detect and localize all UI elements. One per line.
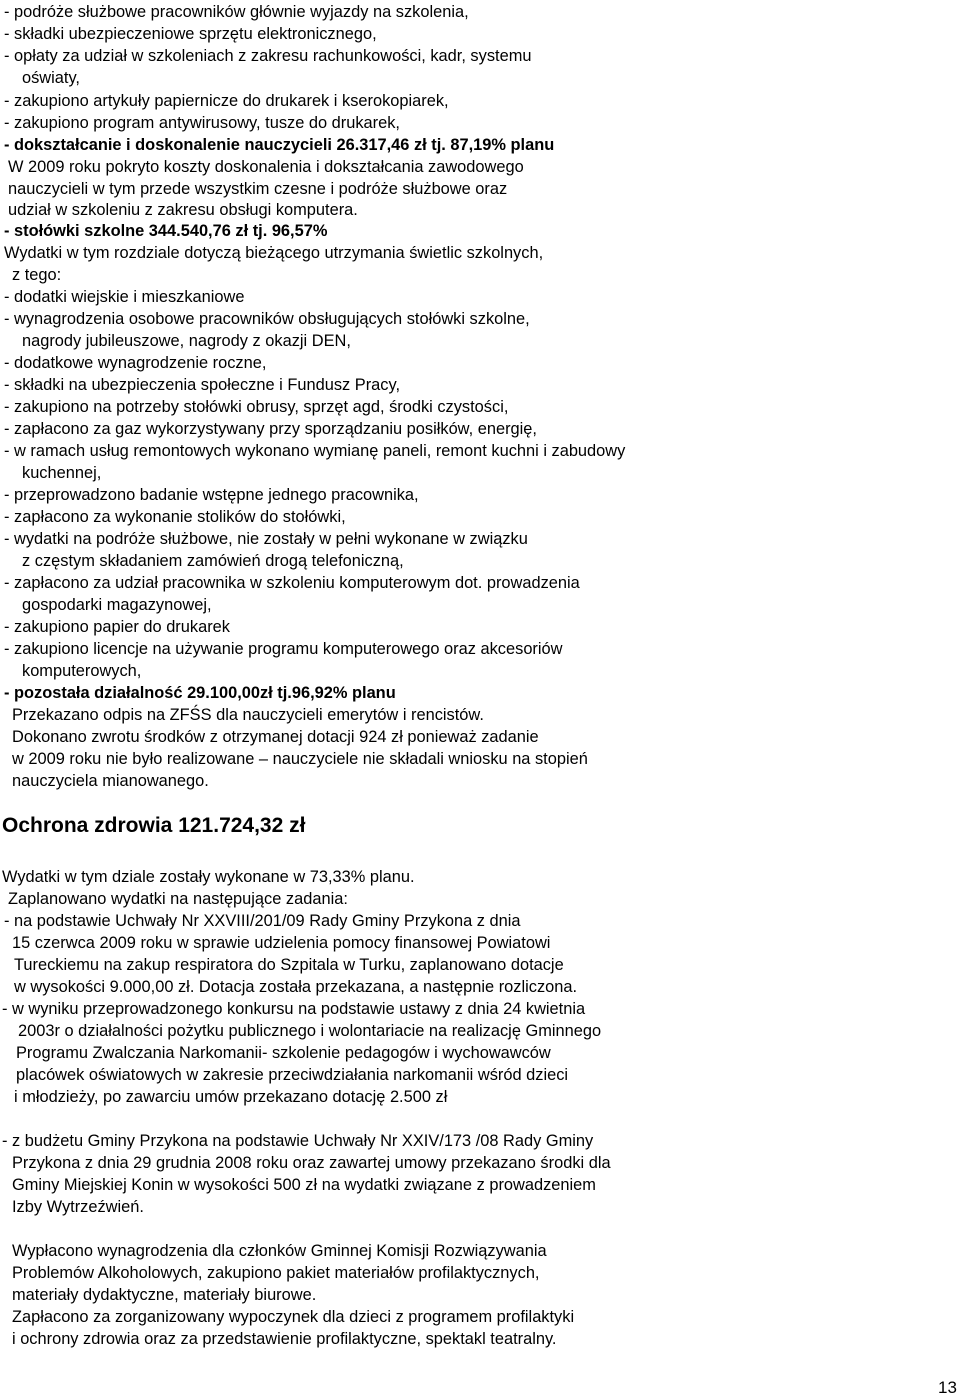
text-line: - zapłacono za udział pracownika w szkoleniu komputerowym dot. prowadzenia: [4, 574, 580, 592]
text-line: - z budżetu Gminy Przykona na podstawie Uchwały Nr XXIV/173 /08 Rady Gminy: [2, 1132, 594, 1150]
text-line: oświaty,: [22, 69, 80, 87]
text-line: Izby Wytrzeźwień.: [12, 1198, 144, 1216]
text-line: kuchennej,: [22, 464, 102, 482]
section-heading-pozostała-działalność: - pozostała działalność 29.100,00zł tj.96,92% planu: [4, 684, 396, 702]
text-line: z częstym składaniem zamówień drogą telefoniczną,: [22, 552, 404, 570]
text-line: - podróże służbowe pracowników głównie wyjazdy na szkolenia,: [4, 3, 469, 21]
text-line: Problemów Alkoholowych, zakupiono pakiet materiałów profilaktycznych,: [12, 1264, 540, 1282]
text-line: - zakupiono licencje na używanie programu komputerowego oraz akcesoriów: [4, 640, 563, 658]
text-line: - zapłacono za gaz wykorzystywany przy sporządzaniu posiłków, energię,: [4, 420, 537, 438]
text-line: W 2009 roku pokryto koszty doskonalenia i dokształcania zawodowego: [8, 158, 524, 176]
text-line: Wydatki w tym rozdziale dotyczą bieżącego utrzymania świetlic szkolnych,: [4, 244, 544, 262]
text-line: Gminy Miejskiej Konin w wysokości 500 zł na wydatki związane z prowadzeniem: [12, 1176, 596, 1194]
text-line: - zapłacono za wykonanie stolików do stołówki,: [4, 508, 346, 526]
text-line: - przeprowadzono badanie wstępne jednego pracownika,: [4, 486, 419, 504]
text-line: nauczyciela mianowanego.: [12, 772, 209, 790]
text-line: - składki na ubezpieczenia społeczne i Fundusz Pracy,: [4, 376, 401, 394]
text-line: - w wyniku przeprowadzonego konkursu na podstawie ustawy z dnia 24 kwietnia: [2, 1000, 586, 1018]
text-line: Tureckiemu na zakup respiratora do Szpitala w Turku, zaplanowano dotacje: [14, 956, 564, 974]
text-line: Zaplanowano wydatki na następujące zadania:: [8, 890, 348, 908]
text-line: w 2009 roku nie było realizowane – nauczyciele nie składali wniosku na stopień: [12, 750, 588, 768]
text-line: Dokonano zwrotu środków z otrzymanej dotacji 924 zł ponieważ zadanie: [12, 728, 539, 746]
text-line: - dodatki wiejskie i mieszkaniowe: [4, 288, 245, 306]
text-line: - opłaty za udział w szkoleniach z zakresu rachunkowości, kadr, systemu: [4, 47, 532, 65]
text-line: nagrody jubileuszowe, nagrody z okazji DEN,: [22, 332, 351, 350]
text-line: - zakupiono program antywirusowy, tusze do drukarek,: [4, 114, 400, 132]
text-line: udział w szkoleniu z zakresu obsługi komputera.: [8, 201, 358, 219]
text-line: Przykona z dnia 29 grudnia 2008 roku oraz zawartej umowy przekazano środki dla: [12, 1154, 611, 1172]
text-line: i ochrony zdrowia oraz za przedstawienie profilaktyczne, spektakl teatralny.: [12, 1330, 557, 1348]
text-line: i młodzieży, po zawarciu umów przekazano dotację 2.500 zł: [14, 1088, 448, 1106]
text-line: nauczycieli w tym przede wszystkim czesne i podróże służbowe oraz: [8, 180, 508, 198]
text-line: materiały dydaktyczne, materiały biurowe.: [12, 1286, 317, 1304]
text-line: Zapłacono za zorganizowany wypoczynek dla dzieci z programem profilaktyki: [12, 1308, 575, 1326]
text-line: - zakupiono na potrzeby stołówki obrusy, sprzęt agd, środki czystości,: [4, 398, 509, 416]
text-line: Wypłacono wynagrodzenia dla członków Gminnej Komisji Rozwiązywania: [12, 1242, 547, 1260]
text-line: z tego:: [12, 266, 62, 284]
text-line: placówek oświatowych w zakresie przeciwdziałania narkomanii wśród dzieci: [16, 1066, 569, 1084]
text-line: - wydatki na podróże służbowe, nie zostały w pełni wykonane w związku: [4, 530, 528, 548]
text-line: Przekazano odpis na ZFŚS dla nauczycieli emerytów i rencistów.: [12, 706, 484, 724]
text-line: - dodatkowe wynagrodzenie roczne,: [4, 354, 267, 372]
text-line: - zakupiono papier do drukarek: [4, 618, 230, 636]
chapter-heading-ochrona-zdrowia: Ochrona zdrowia 121.724,32 zł: [2, 814, 306, 837]
text-line: - wynagrodzenia osobowe pracowników obsługujących stołówki szkolne,: [4, 310, 530, 328]
text-line: - zakupiono artykuły papiernicze do drukarek i kserokopiarek,: [4, 92, 449, 110]
text-line: komputerowych,: [22, 662, 142, 680]
section-heading-dokształcanie: - dokształcanie i doskonalenie nauczycieli 26.317,46 zł tj. 87,19% planu: [4, 136, 555, 154]
text-line: Programu Zwalczania Narkomanii- szkolenie pedagogów i wychowawców: [16, 1044, 551, 1062]
page-number: 13: [938, 1378, 957, 1397]
text-line: w wysokości 9.000,00 zł. Dotacja została przekazana, a następnie rozliczona.: [14, 978, 578, 996]
text-line: - na podstawie Uchwały Nr XXVIII/201/09 Rady Gminy Przykona z dnia: [4, 912, 521, 930]
text-line: Wydatki w tym dziale zostały wykonane w 73,33% planu.: [2, 868, 415, 886]
text-line: gospodarki magazynowej,: [22, 596, 212, 614]
section-heading-stołówki: - stołówki szkolne 344.540,76 zł tj. 96,57%: [4, 222, 328, 240]
text-line: 2003r o działalności pożytku publicznego i wolontariacie na realizację Gminnego: [18, 1022, 602, 1040]
text-line: - w ramach usług remontowych wykonano wymianę paneli, remont kuchni i zabudowy: [4, 442, 626, 460]
text-line: - składki ubezpieczeniowe sprzętu elektronicznego,: [4, 25, 377, 43]
text-line: 15 czerwca 2009 roku w sprawie udzielenia pomocy finansowej Powiatowi: [12, 934, 551, 952]
